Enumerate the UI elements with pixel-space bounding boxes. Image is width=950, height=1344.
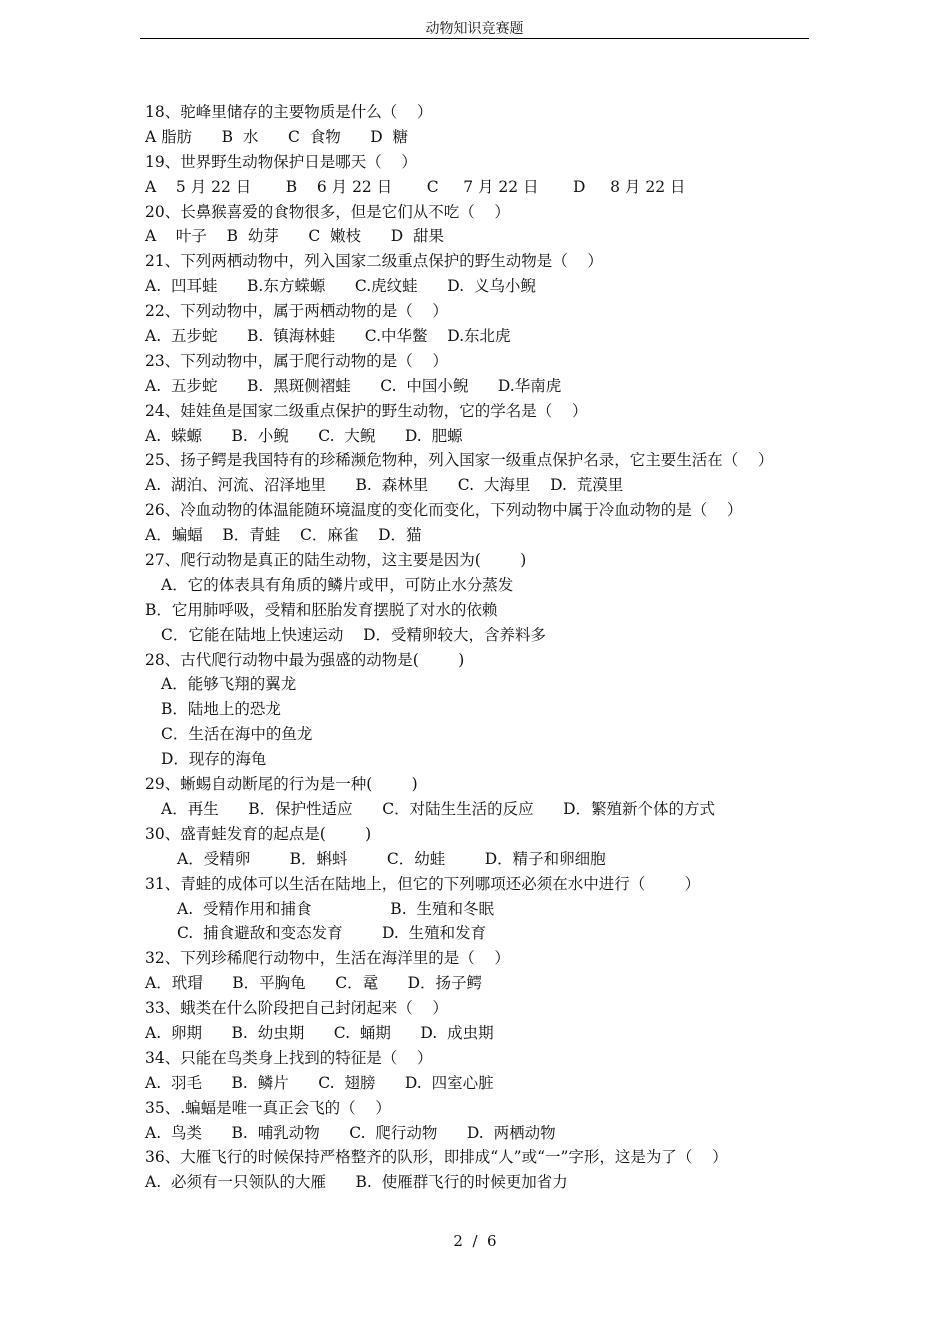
- question-line: 28、古代爬行动物中最为强盛的动物是( ): [145, 650, 465, 669]
- question-line: A．再生 B．保护性适应 C．对陆生生活的反应 D．繁殖新个体的方式: [161, 799, 716, 818]
- question-line: A. 受精作用和捕食 B. 生殖和冬眠: [177, 899, 494, 918]
- question-list: [145, 100, 825, 1195]
- question-line: 23、下列动物中，属于爬行动物的是（ ）: [145, 351, 448, 370]
- question-line: 27、爬行动物是真正的陆生动物，这主要是因为( ): [145, 551, 527, 570]
- question-line: B．陆地上的恐龙: [161, 700, 281, 719]
- page-header: [140, 20, 809, 39]
- question-line: 22、下列动物中，属于两栖动物的是（ ）: [145, 302, 448, 321]
- question-line: A 叶子 B 幼芽 C 嫩枝 D 甜果: [145, 227, 444, 246]
- question-line: A．受精卵 B．蝌蚪 C．幼蛙 D．精子和卵细胞: [177, 849, 606, 868]
- question-line: A．蝙蝠 B．青蛙 C．麻雀 D．猫: [145, 526, 422, 545]
- question-line: A. 凹耳蛙 B.东方蝾螈 C.虎纹蛙 D. 义乌小鲵: [145, 277, 536, 296]
- question-line: 25、扬子鳄是我国特有的珍稀濒危物种，列入国家一级重点保护名录，它主要生活在（ ）: [145, 451, 774, 470]
- question-line: A 脂肪 B 水 C 食物 D 糖: [145, 127, 409, 146]
- question-line: 36、大雁飞行的时候保持严格整齐的队形，即排成“人”或“一”字形，这是为了（ ）: [145, 1148, 728, 1167]
- question-line: 29、蜥蜴自动断尾的行为是一种( ): [145, 775, 418, 794]
- question-line: C．它能在陆地上快速运动 D．受精卵较大，含养料多: [161, 625, 546, 644]
- question-line: A. 必须有一只领队的大雁 B. 使雁群飞行的时候更加省力: [145, 1173, 568, 1192]
- question-line: A．玳瑁 B．平胸龟 C．鼋 D．扬子鳄: [145, 974, 483, 993]
- question-line: A. 五步蛇 B. 镇海林蛙 C.中华鳖 D.东北虎: [145, 327, 511, 346]
- question-line: 35、.蝙蝠是唯一真正会飞的（ ）: [145, 1098, 391, 1117]
- question-line: 18、驼峰里储存的主要物质是什么（ ）: [145, 103, 433, 121]
- question-line: A. 湖泊、河流、沼泽地里 B. 森林里 C. 大海里 D. 荒漠里: [145, 476, 624, 495]
- question-line: 19、世界野生动物保护日是哪天（ ）: [145, 152, 417, 171]
- page-number: 2 / 6: [453, 1232, 497, 1250]
- question-line: A. 卵期 B. 幼虫期 C. 蛹期 D. 成虫期: [145, 1023, 494, 1042]
- question-line: 31、青蛙的成体可以生活在陆地上，但它的下列哪项还必须在水中进行（ ）: [145, 874, 701, 893]
- header-title: 动物知识竞赛题: [425, 21, 524, 37]
- question-line: 24、娃娃鱼是国家二级重点保护的野生动物，它的学名是（ ）: [145, 401, 588, 420]
- question-line: A．它的体表具有角质的鳞片或甲，可防止水分蒸发: [161, 575, 514, 594]
- question-line: A. 蝾螈 B. 小鲵 C. 大鲵 D. 肥螈: [145, 426, 463, 445]
- question-line: B．它用肺呼吸，受精和胚胎发育摆脱了对水的依赖: [145, 600, 498, 619]
- question-line: 26、冷血动物的体温能随环境温度的变化而变化，下列动物中属于冷血动物的是（ ）: [145, 501, 743, 520]
- question-line: A 5 月 22 日 B 6 月 22 日 C 7 月 22 日 D 8 月 22 日: [145, 177, 686, 196]
- question-line: A．能够飞翔的翼龙: [161, 675, 297, 694]
- question-line: 20、长鼻猴喜爱的食物很多，但是它们从不吃（ ）: [145, 202, 510, 221]
- question-line: A. 鸟类 B. 哺乳动物 C. 爬行动物 D. 两栖动物: [145, 1123, 556, 1142]
- question-line: 33、蛾类在什么阶段把自己封闭起来（ ）: [145, 999, 448, 1018]
- question-line: A. 羽毛 B. 鳞片 C. 翅膀 D. 四室心脏: [145, 1073, 494, 1092]
- question-line: D．现存的海龟: [161, 750, 267, 769]
- question-line: 34、只能在鸟类身上找到的特征是（ ）: [145, 1048, 433, 1067]
- question-line: 32、下列珍稀爬行动物中，生活在海洋里的是（ ）: [145, 949, 510, 968]
- question-line: 30、盛青蛙发育的起点是( ): [145, 824, 372, 843]
- question-line: C. 捕食避敌和变态发育 D. 生殖和发育: [177, 924, 487, 943]
- question-line: 21、下列两栖动物中，列入国家二级重点保护的野生动物是（ ）: [145, 252, 603, 271]
- question-line: C．生活在海中的鱼龙: [161, 725, 313, 744]
- question-line: A. 五步蛇 B. 黑斑侧褶蛙 C. 中国小鲵 D.华南虎: [145, 376, 562, 395]
